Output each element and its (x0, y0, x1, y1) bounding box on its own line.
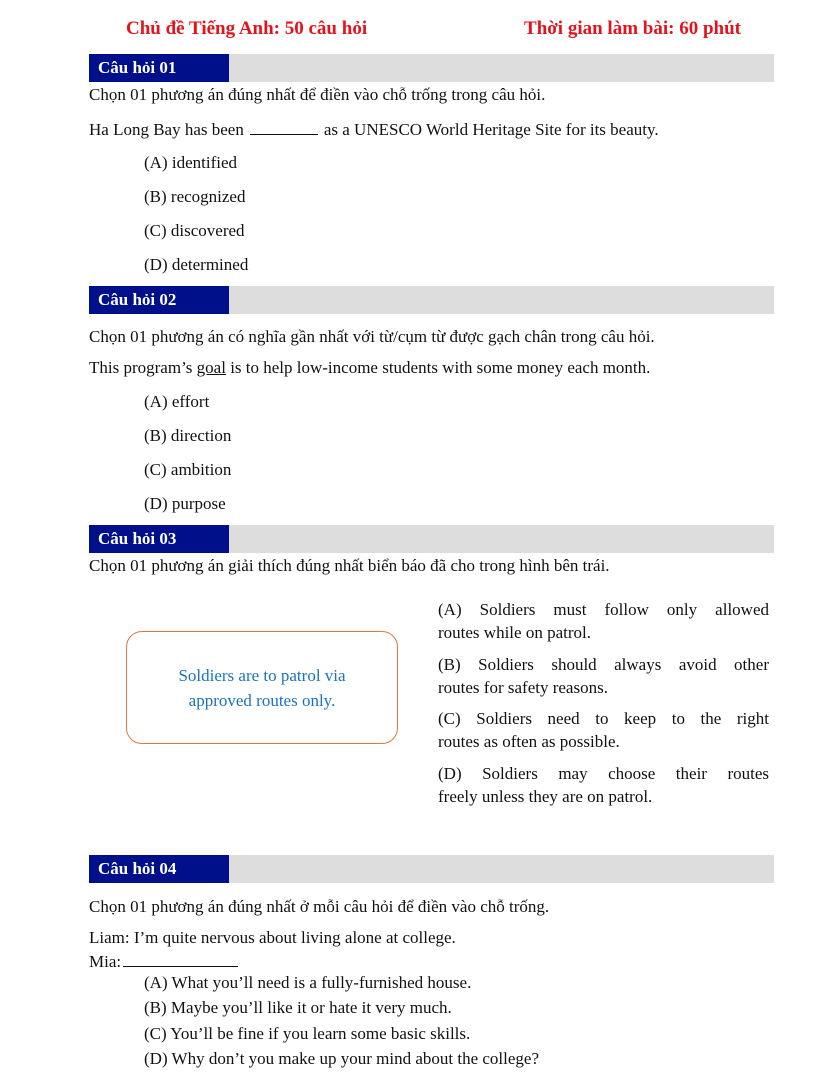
option-line: freely unless they are on patrol. (438, 787, 653, 806)
answer-option-b[interactable]: (B) recognized (144, 187, 246, 206)
answer-option-a[interactable] (438, 598, 769, 644)
question-header-bar (89, 525, 774, 553)
answer-option-d[interactable]: (D) purpose (144, 494, 226, 513)
option-line: routes for safety reasons. (438, 678, 608, 697)
header-time-limit: Thời gian làm bài: 60 phút (524, 18, 741, 39)
sign-image (126, 631, 398, 744)
question-label: Câu hỏi 01 (89, 54, 229, 82)
stem-text: as a UNESCO World Heritage Site for its beauty. (323, 120, 659, 139)
question-header-bar (89, 54, 774, 82)
speaker-label: Mia: (89, 952, 122, 971)
exam-header (0, 18, 840, 46)
option-line: (B) Soldiers should always avoid other (438, 655, 769, 674)
question-stem (89, 118, 659, 141)
question-instruction: Chọn 01 phương án giải thích đúng nhất biển báo đã cho trong hình bên trái. (89, 556, 610, 575)
answer-option-a[interactable]: (A) What you’ll need is a fully-furnished house. (144, 973, 472, 992)
stem-text: Ha Long Bay has been (89, 120, 244, 139)
question-instruction: Chọn 01 phương án có nghĩa gần nhất với từ/cụm từ được gạch chân trong câu hỏi. (89, 327, 655, 346)
question-instruction: Chọn 01 phương án đúng nhất để điền vào chỗ trống trong câu hỏi. (89, 85, 546, 104)
answer-option-c[interactable]: (C) ambition (144, 460, 232, 479)
question-label: Câu hỏi 02 (89, 286, 229, 314)
dialogue-line-liam: Liam: I’m quite nervous about living alone at college. (89, 928, 456, 947)
answer-option-d[interactable] (438, 762, 769, 808)
stem-text: This program’s (89, 358, 193, 377)
answer-option-b[interactable]: (B) Maybe you’ll like it or hate it very much. (144, 998, 452, 1017)
answer-option-c[interactable]: (C) You’ll be fine if you learn some basic skills. (144, 1024, 471, 1043)
question-label: Câu hỏi 03 (89, 525, 229, 553)
question-header-bar (89, 286, 774, 314)
option-line: routes as often as possible. (438, 732, 620, 751)
answer-option-b[interactable] (438, 653, 769, 699)
question-label: Câu hỏi 04 (89, 855, 229, 883)
question-instruction: Chọn 01 phương án đúng nhất ở mỗi câu hỏi để điền vào chỗ trống. (89, 897, 550, 916)
answer-option-c[interactable]: (C) discovered (144, 221, 245, 240)
option-line: routes while on patrol. (438, 623, 591, 642)
question-stem (89, 357, 650, 379)
option-line: (A) Soldiers must follow only allowed (438, 600, 769, 619)
option-line: (C) Soldiers need to keep to the right (438, 709, 769, 728)
dialogue-line-mia (89, 950, 238, 973)
stem-text: is to help low-income students with some money each month. (230, 358, 651, 377)
answer-option-d[interactable]: (D) determined (144, 255, 249, 274)
answer-option-b[interactable]: (B) direction (144, 426, 232, 445)
answer-option-a[interactable]: (A) effort (144, 392, 210, 411)
answer-option-d[interactable]: (D) Why don’t you make up your mind about the college? (144, 1049, 540, 1068)
answer-option-c[interactable] (438, 707, 769, 753)
answer-blank (123, 950, 238, 967)
sign-text: Soldiers are to patrol via approved routes only. (178, 665, 346, 710)
header-topic: Chủ đề Tiếng Anh: 50 câu hỏi (126, 18, 368, 39)
question-header-bar (89, 855, 774, 883)
answer-blank (250, 118, 318, 135)
answer-option-a[interactable]: (A) identified (144, 153, 237, 172)
underlined-word: goal (196, 358, 226, 377)
option-line: (D) Soldiers may choose their routes (438, 764, 769, 783)
